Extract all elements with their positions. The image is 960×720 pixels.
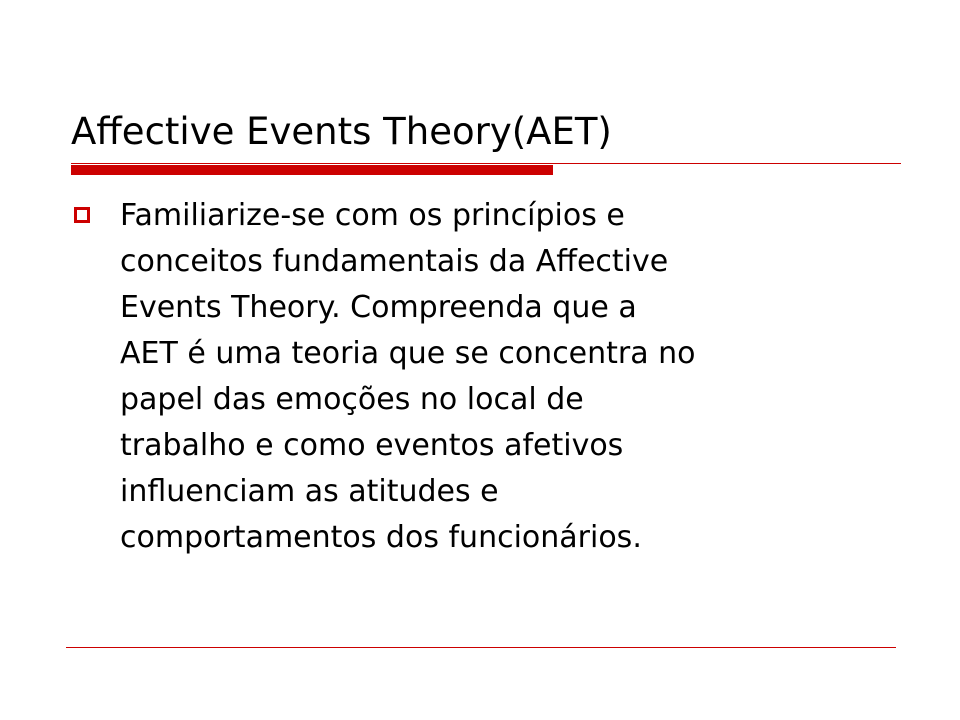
bullet-line: influenciam as atitudes e — [120, 474, 499, 509]
slide-title: Affective Events Theory(AET) — [71, 110, 612, 153]
bullet-line: AET é uma teoria que se concentra no — [120, 336, 696, 371]
title-divider-thin — [71, 163, 901, 164]
bullet-line: papel das emoções no local de — [120, 382, 584, 417]
bullet-line: trabalho e como eventos afetivos — [120, 428, 624, 463]
bullet-line: Familiarize-se com os princípios e — [120, 198, 625, 233]
bullet-line: conceitos fundamentais da Affective — [120, 244, 669, 279]
bullet-line: Events Theory. Compreenda que a — [120, 290, 637, 325]
hollow-square-bullet-icon — [74, 207, 90, 223]
bullet-line: comportamentos dos funcionários. — [120, 520, 642, 555]
footer-divider — [66, 647, 896, 648]
title-divider-thick — [71, 165, 553, 175]
bullet-text — [120, 193, 900, 561]
